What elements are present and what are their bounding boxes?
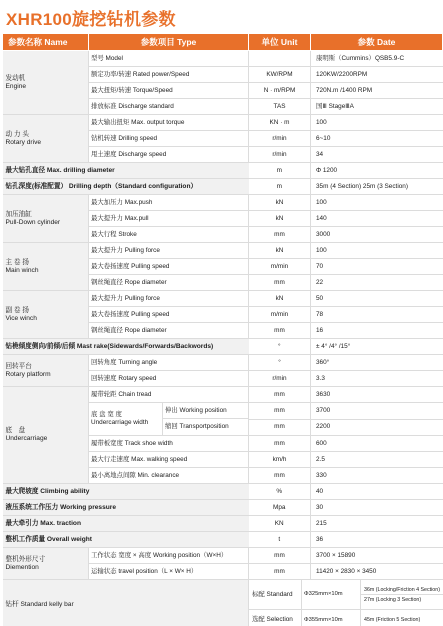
row-item: 钻机转速 Drilling speed — [89, 131, 249, 147]
undercarriage-label: 底 盘 Undercarriage — [3, 387, 89, 484]
row-item: 最大卷扬速度 Pulling speed — [89, 259, 249, 275]
row-unit: m — [249, 163, 311, 179]
table-row — [3, 115, 443, 131]
row-value: Φ 1200 — [311, 163, 443, 179]
row-item: 最大提升力 Max.pull — [89, 211, 249, 227]
row-value: 100 — [311, 195, 443, 211]
row-value: 3630 — [311, 387, 443, 403]
table-row — [3, 387, 443, 403]
row-value: 3.3 — [311, 371, 443, 387]
row-value: 2.5 — [311, 452, 443, 468]
spec-table — [2, 33, 443, 626]
row-item: 回转角度 Turning angle — [89, 355, 249, 371]
transport-position-label: 缩回 Transportposition — [165, 423, 229, 430]
row-value: 330 — [311, 468, 443, 484]
vice-winch-label: 副 卷 扬 Vice winch — [3, 291, 89, 339]
row-value: 360° — [311, 355, 443, 371]
table-row — [3, 179, 443, 195]
row-unit: mm — [249, 436, 311, 452]
row-value: 50 — [311, 291, 443, 307]
row-item: 最大卷扬速度 Pulling speed — [89, 307, 249, 323]
row-item: 最大行程 Stroke — [89, 227, 249, 243]
row-item: 最大提升力 Pulling force — [89, 243, 249, 259]
weight-label: 整机工作质量 Overall weight — [3, 532, 249, 548]
row-item: 回转速度 Rotary speed — [89, 371, 249, 387]
table-row — [3, 516, 443, 532]
kelly-cell — [249, 580, 443, 626]
row-item: 履带板宽度 Track shoe width — [89, 436, 249, 452]
row-unit: r/min — [249, 371, 311, 387]
row-value: 120KW/2200RPM — [311, 67, 443, 83]
row-unit: m/min — [249, 259, 311, 275]
kelly-standard-spec: Φ325mm×10m — [301, 580, 361, 609]
table-row — [3, 163, 443, 179]
row-unit: mm — [249, 387, 311, 403]
row-value: 100 — [311, 115, 443, 131]
header-type: 参数项目 Type — [89, 34, 249, 51]
row-unit: mm — [249, 227, 311, 243]
row-unit: r/min — [249, 131, 311, 147]
row-value: 140 — [311, 211, 443, 227]
row-unit: mm — [249, 403, 311, 420]
row-unit: mm — [249, 564, 311, 580]
row-value: 35m (4 Section) 25m (3 Section) — [311, 179, 443, 195]
row-unit: kN — [249, 211, 311, 227]
row-value: 2200 — [311, 419, 443, 436]
row-unit: ° — [249, 355, 311, 371]
row-unit: mm — [249, 323, 311, 339]
row-value: 30 — [311, 500, 443, 516]
table-row — [3, 291, 443, 307]
row-unit: KW/RPM — [249, 67, 311, 83]
hydraulic-label: 液压系统工作压力 Working pressure — [3, 500, 249, 516]
engine-label: 发动机 Engine — [3, 51, 89, 115]
row-value: 600 — [311, 436, 443, 452]
row-unit: N · m/RPM — [249, 83, 311, 99]
row-item: 运输状态 travel position（L × W× H） — [89, 564, 249, 580]
row-value: 78 — [311, 307, 443, 323]
row-unit: Mpa — [249, 500, 311, 516]
row-item: 额定功率/转速 Rated power/Speed — [89, 67, 249, 83]
row-item: 最大行走速度 Max. walking speed — [89, 452, 249, 468]
header-date: 参数 Date — [311, 34, 443, 51]
table-row — [3, 355, 443, 371]
row-value: 34 — [311, 147, 443, 163]
row-unit: r/min — [249, 147, 311, 163]
undercarriage-width-label: 底 盘 宽 度 Undercarriage width — [89, 403, 163, 435]
table-header — [3, 34, 443, 51]
table-row — [3, 500, 443, 516]
row-item: 型号 Model — [89, 51, 249, 67]
working-position-label: 伸出 Working position — [163, 403, 248, 419]
row-value: 3700 — [311, 403, 443, 420]
rotary-label: 动 力 头 Rotary drive — [3, 115, 89, 163]
table-row — [3, 532, 443, 548]
row-item: 最大加压力 Max.push — [89, 195, 249, 211]
table-row — [3, 243, 443, 259]
row-value: 3000 — [311, 227, 443, 243]
row-unit: % — [249, 484, 311, 500]
rotary-platform-label: 回转平台 Rotary platform — [3, 355, 89, 387]
row-item: 最大提升力 Pulling force — [89, 291, 249, 307]
row-item: 履带轮距 Chain tread — [89, 387, 249, 403]
max-diameter-label: 最大钻孔直径 Max. drilling diameter — [3, 163, 249, 179]
dimension-label: 整机外形尺寸 Diemention — [3, 548, 89, 580]
row-value: 70 — [311, 259, 443, 275]
mast-rake-label: 钻桅倾度侧向/前倾/后倾 Mast rake(Sidewards/Forwards/Backwords) — [3, 339, 249, 355]
kelly-selection-row — [249, 610, 443, 626]
row-value: 100 — [311, 243, 443, 259]
row-unit — [249, 51, 311, 67]
row-value: 国Ⅲ StageⅢA — [311, 99, 443, 115]
row-value: 6~10 — [311, 131, 443, 147]
climbing-label: 最大爬坡度 Climbing ability — [3, 484, 249, 500]
row-value: 康明斯（Cummins）QSB5.9-C — [311, 51, 443, 67]
kelly-standard-label: 标配 Standard — [252, 590, 293, 598]
row-unit: t — [249, 532, 311, 548]
kelly-standard-detail: 27m (Locking 3 Section) — [364, 596, 422, 603]
table-row — [3, 195, 443, 211]
page-title: XHR100旋挖钻机参数 — [6, 10, 176, 29]
row-unit: kN — [249, 195, 311, 211]
row-item: 工作状态 宽度 × 高度 Working position（W×H） — [89, 548, 249, 564]
traction-label: 最大牵引力 Max. traction — [3, 516, 249, 532]
drill-depth-label: 钻孔深度(标准配置） Drilling depth（Standard configuration） — [3, 179, 249, 195]
header-name: 参数名称 Name — [3, 34, 89, 51]
row-value: 40 — [311, 484, 443, 500]
row-unit: mm — [249, 275, 311, 291]
row-value: 36 — [311, 532, 443, 548]
row-unit: KN · m — [249, 115, 311, 131]
kelly-standard-detail: 36m (Locking/Friction 4 Section) — [361, 585, 443, 595]
row-unit: kN — [249, 243, 311, 259]
row-item: 甩土速度 Discharge speed — [89, 147, 249, 163]
kelly-standard-row — [249, 580, 443, 610]
row-unit: mm — [249, 548, 311, 564]
kelly-label: 钻杆 Standard kelly bar — [3, 580, 249, 626]
undercarriage-width-cell — [89, 403, 249, 436]
table-row — [3, 484, 443, 500]
table-row — [3, 548, 443, 564]
row-unit: mm — [249, 468, 311, 484]
row-unit: m — [249, 179, 311, 195]
row-value: 11420 × 2830 × 3450 — [311, 564, 443, 580]
row-unit: kN — [249, 291, 311, 307]
main-winch-label: 主 卷 扬 Main winch — [3, 243, 89, 291]
kelly-selection-detail: 45m (Friction 5 Section) — [364, 617, 421, 623]
row-value: 720N.m /1400 RPM — [311, 83, 443, 99]
row-unit: ° — [249, 339, 311, 355]
table-row — [3, 51, 443, 67]
row-item: 排放标准 Discharge standard — [89, 99, 249, 115]
row-unit: mm — [249, 419, 311, 436]
row-item: 最小离地点间隙 Min. clearance — [89, 468, 249, 484]
pulldown-label: 加压油缸 Pull-Down cylinder — [3, 195, 89, 243]
row-item: 最大扭矩/转速 Torque/Speed — [89, 83, 249, 99]
row-value: 16 — [311, 323, 443, 339]
table-row — [3, 339, 443, 355]
row-unit: km/h — [249, 452, 311, 468]
kelly-selection-label: 选配 Selection — [252, 616, 293, 624]
header-unit: 单位 Unit — [249, 34, 311, 51]
row-value: 3700 × 15890 — [311, 548, 443, 564]
row-value: ± 4° /4° /15° — [311, 339, 443, 355]
row-item: 钢丝绳直径 Rope diameter — [89, 275, 249, 291]
row-unit: TAS — [249, 99, 311, 115]
row-item: 钢丝绳直径 Rope diameter — [89, 323, 249, 339]
row-unit: m/min — [249, 307, 311, 323]
row-item: 最大输出扭矩 Max. output torque — [89, 115, 249, 131]
kelly-selection-spec: Φ355mm×10m — [301, 610, 361, 626]
row-unit: KN — [249, 516, 311, 532]
row-value: 215 — [311, 516, 443, 532]
table-row — [3, 580, 443, 626]
row-value: 22 — [311, 275, 443, 291]
